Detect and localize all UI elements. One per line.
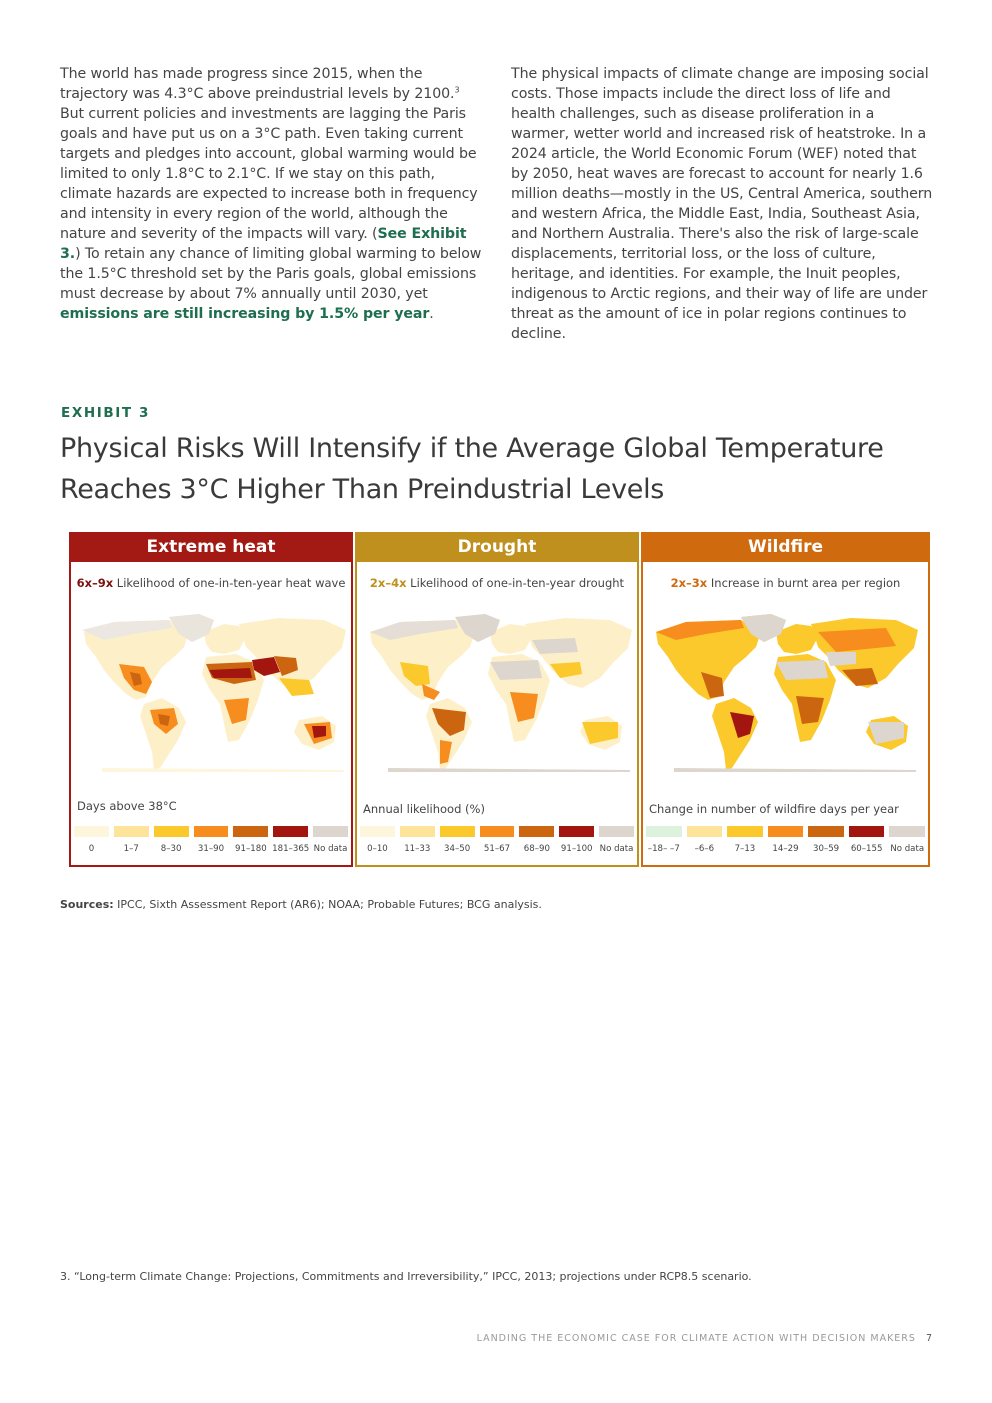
legend: [646, 826, 925, 860]
legend-swatch: [440, 826, 475, 837]
map-region: [102, 768, 344, 772]
legend-label: 30–59: [812, 844, 840, 854]
exhibit-label: EXHIBIT 3: [61, 405, 150, 421]
footer-title: LANDING THE ECONOMIC CASE FOR CLIMATE ACTION WITH DECISION MAKERS: [476, 1333, 916, 1344]
legend-swatch: [313, 826, 348, 837]
map-region: [279, 678, 314, 696]
legend-label: 1–7: [123, 844, 139, 854]
legend-label: No data: [599, 844, 634, 854]
stat-value: 6x–9x: [76, 576, 114, 590]
body-text-segment: The world has made progress since 2015, when the trajectory was 4.3°C above preindustrial levels by 2100.: [60, 66, 455, 102]
legend-swatch: [727, 826, 763, 837]
legend-swatch: [360, 826, 395, 837]
page-footer: [477, 1333, 932, 1344]
legend-swatch: [808, 826, 844, 837]
legend-swatch: [194, 826, 229, 837]
legend-swatch: [889, 826, 925, 837]
legend-swatch: [400, 826, 435, 837]
legend-swatch: [599, 826, 634, 837]
legend-swatch: [154, 826, 189, 837]
body-text-segment: But current policies and investments are lagging the Paris goals and have put us on a 3°C path. Even taking current targets and pledges into account, global warming would be limited to only 1.8°C to 2.1°C. If we stay on this path, climate hazards are expected to increase both in frequency and intensity in every region of the world, although the nature and severity of the impacts will vary. (: [60, 106, 478, 242]
legend-swatch: [114, 826, 149, 837]
legend-label: 11–33: [404, 844, 431, 854]
legend-title: Days above 38°C: [77, 799, 177, 813]
legend-label: 31–90: [197, 844, 225, 854]
panel-drought: [355, 532, 639, 867]
legend-label: 14–29: [772, 844, 799, 854]
panel-stat: [357, 576, 637, 590]
footnote: 3. “Long-term Climate Change: Projections, Commitments and Irreversibility,” IPCC, 2013; projections under RCP8.5 scenario.: [60, 1270, 752, 1283]
legend: [360, 826, 634, 860]
page-number: 7: [925, 1333, 932, 1344]
legend-title: Annual likelihood (%): [363, 802, 485, 816]
legend-label: –18– –7: [647, 844, 680, 854]
legend-swatch: [519, 826, 554, 837]
body-text-segment: .: [429, 306, 434, 322]
footnote-ref[interactable]: 3: [454, 85, 460, 95]
map-region: [388, 768, 630, 772]
map-region: [674, 768, 916, 772]
panel-extreme-heat: [69, 532, 353, 867]
stat-value: 2x–4x: [369, 576, 407, 590]
body-text-segment: ) To retain any chance of limiting global warming to below the 1.5°C threshold set by the Paris goals, global emissions must decrease by about 7% annually until 2030, yet: [60, 246, 482, 302]
legend-swatch: [559, 826, 594, 837]
legend-label: 0–10: [367, 844, 388, 854]
legend-swatch: [849, 826, 885, 837]
panel-title: Extreme heat: [70, 533, 352, 562]
legend: [74, 826, 348, 860]
legend-swatch: [233, 826, 268, 837]
world-map-drought: [360, 612, 636, 772]
exhibit-title: Physical Risks Will Intensify if the Average Global Temperature Reaches 3°C Higher Than Preindustrial Levels: [60, 433, 884, 505]
legend-label: 91–100: [560, 844, 593, 854]
legend-label: 0: [88, 844, 95, 854]
world-map-wildfire: [646, 612, 922, 772]
legend-label: 68–90: [523, 844, 550, 854]
sources-note: [60, 898, 542, 911]
sources-label: Sources:: [60, 898, 114, 911]
stat-text: Likelihood of one-in-ten-year heat wave: [113, 576, 346, 590]
map-region: [532, 638, 578, 654]
panel-stat: [71, 576, 351, 590]
emissions-link[interactable]: emissions are still increasing by 1.5% per year: [60, 306, 430, 322]
legend-swatch: [480, 826, 515, 837]
legend-swatch: [74, 826, 109, 837]
legend-label: 60–155: [850, 844, 883, 854]
panel-title: Wildfire: [642, 533, 929, 562]
legend-label: –6–6: [694, 844, 715, 854]
legend-label: 51–67: [483, 844, 511, 854]
legend-label: 7–13: [734, 844, 756, 854]
legend-swatch: [768, 826, 804, 837]
stat-value: 2x–3x: [670, 576, 708, 590]
stat-text: Increase in burnt area per region: [707, 576, 901, 590]
legend-label: 91–180: [235, 844, 267, 854]
legend-swatch: [687, 826, 723, 837]
body-text-right: The physical impacts of climate change are imposing social costs. Those impacts include the direct loss of life and health challenges, such as disease proliferation in a warmer, wetter world and increased risk of heatstroke. In a 2024 article, the World Economic Forum (WEF) noted that by 2050, heat waves are forecast to account for nearly 1.6 million deaths—mostly in the US, Central America, southern and western Africa, the Middle East, India, Southeast Asia, and Northern Australia. There's also the risk of large-scale displacements, territorial loss, or the loss of culture, heritage, and identities. For example, the Inuit peoples, indigenous to Arctic regions, and their way of life are under threat as the amount of ice in polar regions continues to decline.: [511, 66, 933, 342]
legend-label: No data: [890, 844, 925, 854]
legend-swatch: [646, 826, 682, 837]
panel-wildfire: [641, 532, 930, 867]
panel-title: Drought: [356, 533, 638, 562]
stat-text: Likelihood of one-in-ten-year drought: [406, 576, 625, 590]
legend-title: Change in number of wildfire days per year: [649, 802, 899, 816]
legend-label: No data: [313, 844, 348, 854]
legend-label: 181–365: [272, 844, 310, 854]
panel-stat: [643, 576, 928, 590]
body-text-left: [60, 64, 482, 324]
map-region: [826, 652, 856, 666]
world-map-heat: [74, 612, 350, 772]
legend-label: 8–30: [160, 844, 182, 854]
map-region: [312, 726, 326, 738]
sources-text: IPCC, Sixth Assessment Report (AR6); NOAA; Probable Futures; BCG analysis.: [113, 898, 542, 911]
legend-swatch: [273, 826, 308, 837]
legend-label: 34–50: [444, 844, 471, 854]
see-exhibit-link[interactable]: See Exhibit 3.: [60, 226, 467, 262]
